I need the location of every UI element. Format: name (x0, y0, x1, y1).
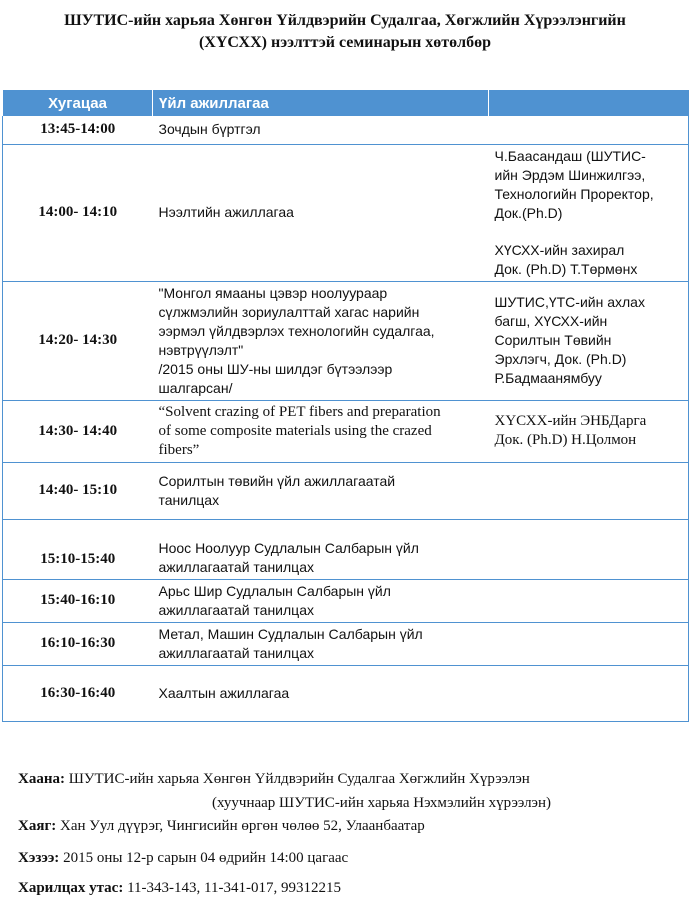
row-time: 13:45-14:00 (3, 116, 153, 144)
activity-line: Нээлтийн ажиллагаа (158, 204, 294, 220)
table-row (3, 144, 689, 281)
speaker-spacer (495, 223, 683, 241)
speaker-line: Эрхлэгч, Док. (Ph.D) (494, 351, 627, 367)
row-time: 14:30- 14:40 (3, 400, 153, 462)
where-label: Хаана: (18, 771, 65, 787)
row-time: 14:00- 14:10 (3, 144, 153, 281)
when-value: 2015 оны 12-р сарын 04 өдрийн 14:00 цагаас (63, 850, 349, 866)
row-activity (153, 462, 489, 519)
table-row (3, 462, 689, 519)
speaker-line: Док.(Ph.D) (494, 204, 563, 221)
activity-line: шалгарсан/ (158, 379, 233, 396)
activity-line: Зочдын бүртгэл (158, 121, 261, 138)
row-speaker (489, 144, 689, 281)
speaker-line: Р.Бадмаанямбуу (494, 370, 602, 386)
activity-line: нэвтрүүлэлт" (158, 341, 244, 358)
phone-label: Харилцах утас: (18, 880, 124, 896)
row-activity (153, 400, 489, 462)
row-speaker (489, 462, 689, 519)
row-speaker (489, 281, 689, 400)
row-activity (153, 281, 489, 400)
activity-line: “Solvent crazing of PET fibers and preparation (158, 403, 441, 420)
row-activity (153, 579, 489, 622)
speaker-line: ХҮСХХ-ийн ЭНБДарга (494, 413, 647, 429)
table-row (3, 281, 689, 400)
footer-where-note: (хуучнаар ШУТИС-ийн харьяа Нэхмэлийн хүрээлэн) (212, 795, 552, 811)
row-speaker (489, 400, 689, 462)
footer-phone (18, 879, 341, 897)
address-label: Хаяг: (18, 818, 57, 834)
table-row (3, 400, 689, 462)
row-speaker (489, 622, 689, 665)
row-speaker (489, 519, 689, 579)
header-activity: Үйл ажиллагаа (153, 90, 489, 116)
table-row (3, 519, 689, 579)
speaker-line: Ч.Баасандаш (ШУТИС- (494, 147, 646, 164)
activity-line: /2015 оны ШУ-ны шилдэг бүтээлээр (158, 360, 393, 377)
row-speaker (489, 579, 689, 622)
row-activity (153, 622, 489, 665)
table-row (3, 116, 689, 144)
speaker-line: Сорилтын Төвийн (494, 332, 612, 348)
activity-line: ажиллагаатай танилцах (158, 558, 314, 575)
activity-line: fibers” (158, 441, 200, 458)
row-activity (153, 665, 489, 721)
table-row (3, 622, 689, 665)
footer-where (18, 770, 530, 788)
table-row (3, 579, 689, 622)
row-speaker (489, 116, 689, 144)
table-header-row (3, 90, 689, 116)
row-time: 14:20- 14:30 (3, 281, 153, 400)
document-title (0, 10, 690, 54)
speaker-line: ХҮСХХ-ийн захирал (494, 241, 625, 258)
activity-line: "Монгол ямааны цэвэр ноолуураар (158, 284, 388, 301)
address-value: Хан Уул дүүрэг, Чингисийн өргөн чөлөө 52, Улаанбаатар (60, 818, 425, 834)
footer-address (18, 817, 425, 835)
speaker-line: Док. (Ph.D) Н.Цолмон (494, 432, 637, 448)
speaker-line: Технологийн Проректор, (494, 185, 654, 202)
speaker-line: ШУТИС,ҮТС-ийн ахлах (494, 294, 645, 310)
row-speaker (489, 665, 689, 721)
activity-line: ээрмэл үйлдвэрлэх технологийн судалгаа, (158, 322, 435, 339)
schedule-table (2, 90, 689, 722)
speaker-line: ийн Эрдэм Шинжилгээ, (494, 166, 646, 183)
row-time: 16:10-16:30 (3, 622, 153, 665)
title-line-1: ШУТИС-ийн харьяа Хөнгөн Үйлдвэрийн Судалгаа, Хөгжлийн Хүрээлэнгийн (64, 12, 626, 29)
table-row (3, 665, 689, 721)
activity-line: Хаалтын ажиллагаа (158, 684, 290, 701)
activity-line: Ноос Ноолуур Судлалын Салбарын үйл (158, 539, 419, 556)
row-activity (153, 519, 489, 579)
activity-line: of some composite materials using the crazed (158, 422, 432, 439)
row-time: 16:30-16:40 (3, 665, 153, 721)
activity-line: Сорилтын төвийн үйл ажиллагаатай (158, 472, 396, 489)
where-value: ШУТИС-ийн харьяа Хөнгөн Үйлдвэрийн Судалгаа Хөгжлийн Хүрээлэн (68, 771, 530, 787)
row-time: 14:40- 15:10 (3, 462, 153, 519)
when-label: Хэзээ: (18, 850, 60, 866)
activity-line: ажиллагаатай танилцах (158, 601, 314, 618)
speaker-line: багш, ХҮСХХ-ийн (494, 313, 608, 329)
header-speaker (489, 90, 689, 116)
footer-when (18, 849, 348, 867)
row-activity (153, 144, 489, 281)
row-time: 15:40-16:10 (3, 579, 153, 622)
activity-line: Арьс Шир Судлалын Салбарын үйл (158, 582, 391, 599)
activity-line: танилцах (158, 491, 220, 508)
header-time: Хугацаа (3, 90, 153, 116)
row-time: 15:10-15:40 (3, 519, 153, 579)
activity-line: ажиллагаатай танилцах (158, 644, 314, 661)
row-activity (153, 116, 489, 144)
title-line-2: (ХҮСХХ) нээлттэй семинарын хөтөлбөр (198, 34, 492, 51)
activity-line: сүлжмэлийн зориулалттай хагас нарийн (158, 303, 420, 320)
speaker-line: Док. (Ph.D) Т.Төрмөнх (494, 260, 638, 277)
phone-value: 11-343-143, 11-341-017, 99312215 (127, 880, 341, 896)
activity-line: Метал, Машин Судлалын Салбарын үйл (158, 625, 423, 642)
